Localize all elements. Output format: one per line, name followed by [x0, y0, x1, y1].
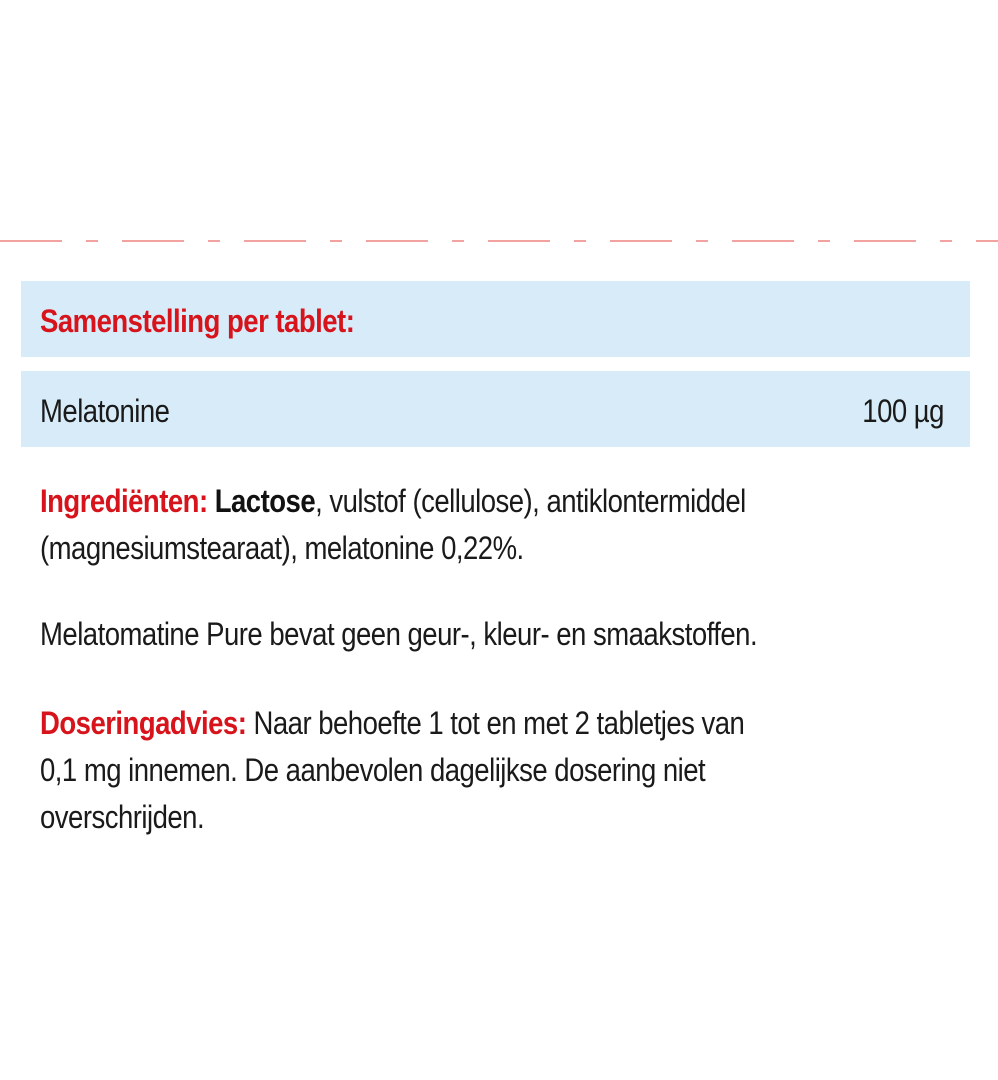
ingredient-name: Melatonine — [40, 393, 170, 429]
ingredients-highlight: Lactose — [214, 483, 316, 519]
composition-header — [21, 281, 970, 357]
dosage-text-line3: overschrijden. — [40, 799, 205, 835]
ingredient-amount: 100 µg — [862, 393, 944, 429]
ingredients-label: Ingrediënten: — [40, 483, 208, 519]
dosage-label: Doseringadvies: — [40, 705, 247, 741]
ingredients-paragraph — [40, 478, 917, 572]
dosage-paragraph — [40, 700, 917, 841]
note-text: Melatomatine Pure bevat geen geur-, kleur- en smaakstoffen. — [40, 616, 758, 652]
composition-row — [21, 371, 970, 447]
ingredients-text-line2: (magnesiumstearaat), melatonine 0,22%. — [40, 530, 524, 566]
ingredients-text-line1: , vulstof (cellulose), antiklontermiddel — [315, 483, 746, 519]
composition-title: Samenstelling per tablet: — [40, 303, 355, 339]
dosage-text-line1: Naar behoefte 1 tot en met 2 tabletjes van — [246, 705, 745, 741]
note-paragraph — [40, 611, 917, 658]
dosage-text-line2: 0,1 mg innemen. De aanbevolen dagelijkse dosering niet — [40, 752, 706, 788]
dashed-cut-line — [0, 240, 998, 242]
